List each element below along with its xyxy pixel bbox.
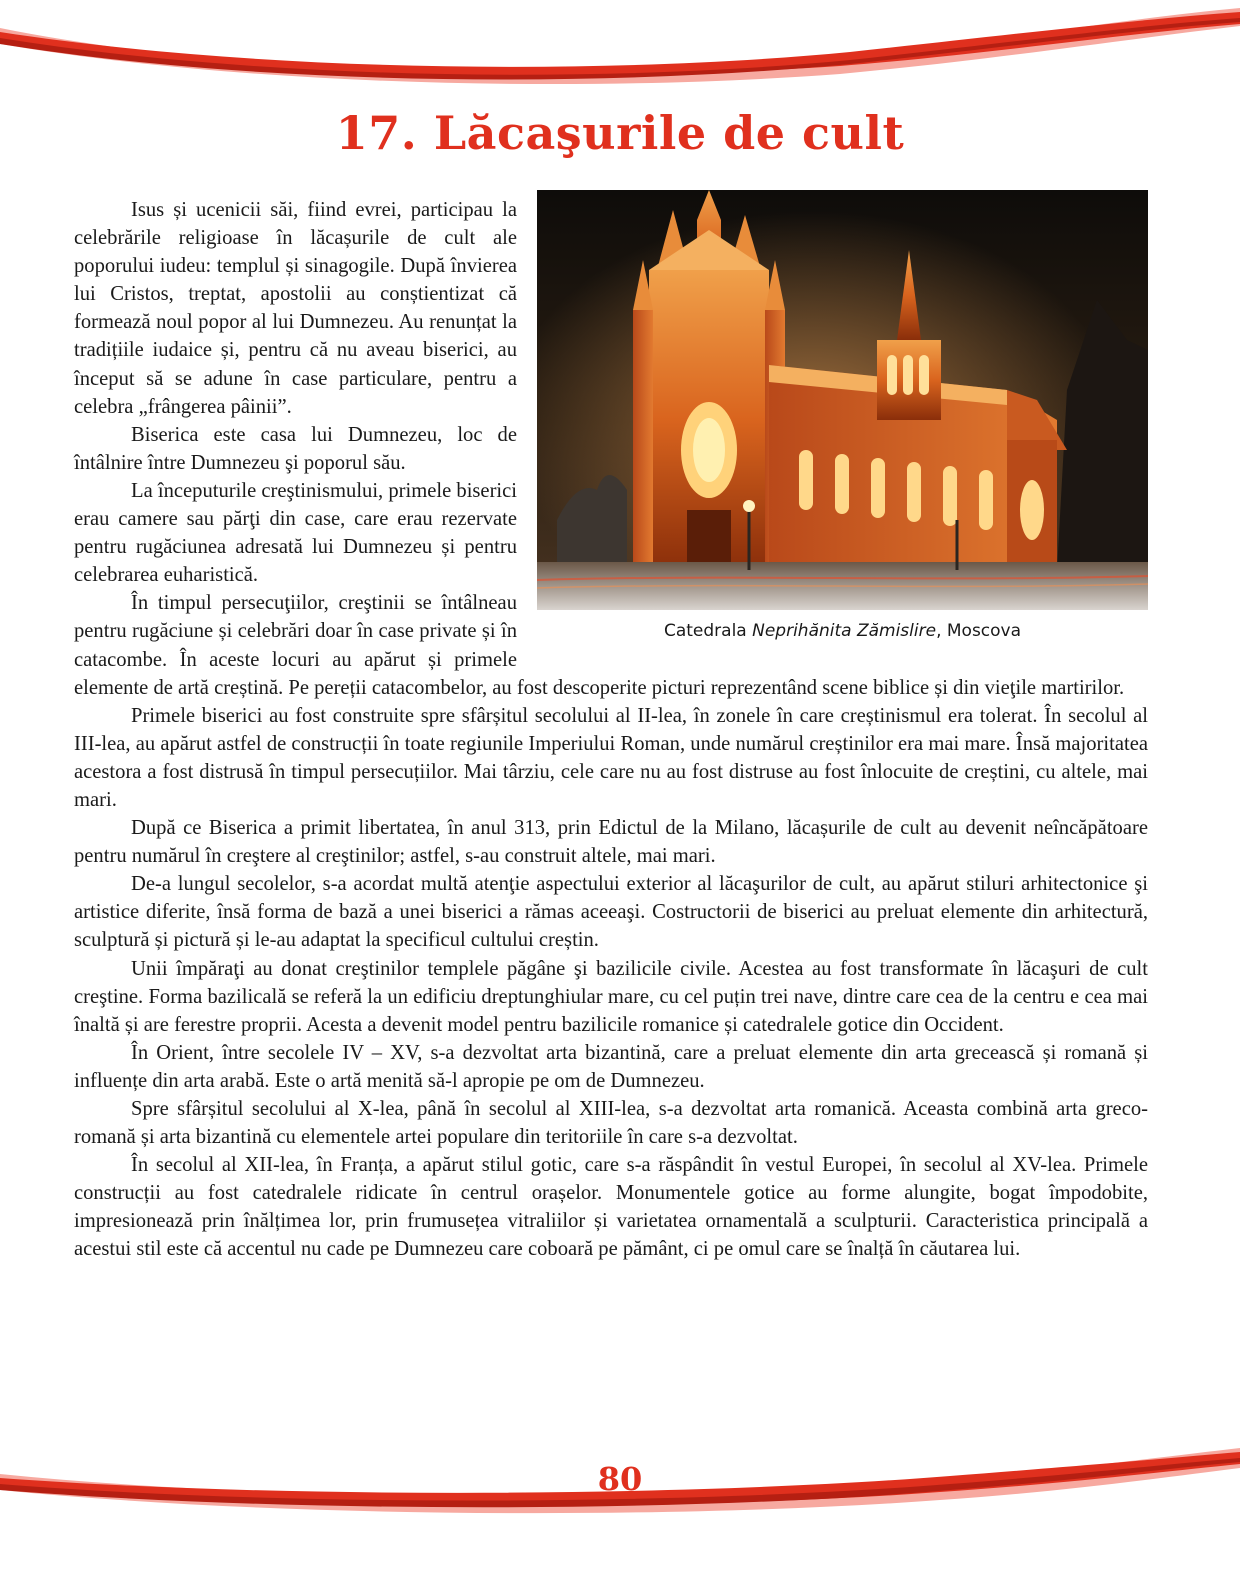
paragraph-6: După ce Biserica a primit libertatea, în anul 313, prin Edictul de la Milano, lăcașurile de cult au devenit neîncăpătoare pentru numărul în creştere al creştinilor; astfel, s-au construit altele, mai mari.	[74, 817, 1148, 868]
caption-italic: Neprihănita Zămislire	[752, 621, 937, 641]
top-decorative-wave	[0, 0, 1240, 90]
paragraph-8: Unii împăraţi au donat creştinilor templele păgâne şi bazilicile civile. Acestea au fost transformate în lăcaşuri de cult creştine. Forma bazilicală se referă la un edificiu dreptunghiular mare, cu cel puțin trei nave, dintre care cea de la centru e cea mai înaltă și are ferestre proprii. Acesta a devenit model pentru bazilicile romanice și catedralele gotice din Occident.	[74, 957, 1148, 1036]
paragraph-5: Primele biserici au fost construite spre sfârșitul secolului al II-lea, în zonele în care creștinismul era tolerat. În secolul al III-lea, au apărut astfel de construcții în toate regiunile Imperiului Roman, unde numărul creștinilor era mai mare. Însă majoritatea acestora a fost distrusă în timpul persecuțiilor. Mai târziu, cele care nu au fost distruse au fost înlocuite de creștini, cu altele, mai mari.	[74, 704, 1148, 811]
cathedral-photo	[537, 190, 1148, 610]
caption-prefix: Catedrala	[663, 621, 753, 641]
paragraph-4: În timpul persecuţiilor, creştinii se întâlneau pentru rugăciune și celebrări doar în case private și în catacombe. În aceste locuri au apărut și primele elemente de artă creștină. Pe pereții catacombelor, au fost descoperite picturi reprezentând scene biblice și din vieţile martirilor.	[74, 592, 1125, 699]
paragraph-2: Biserica este casa lui Dumnezeu, loc de întâlnire între Dumnezeu şi poporul său.	[74, 423, 517, 474]
paragraph-9: În Orient, între secolele IV – XV, s-a dezvoltat arta bizantină, care a preluat elemente din arta grecească și romană și influențe din arta arabă. Este o artă menită să-l apropie pe om de Dumnezeu.	[74, 1041, 1148, 1092]
figure-caption	[537, 620, 1148, 642]
page-number: 80	[597, 1460, 643, 1498]
paragraph-3: La începuturile creştinismului, primele biserici erau camere sau părţi din case, care erau rezervate pentru rugăciunea adresată lui Dumnezeu și pentru celebrarea euharistică.	[74, 479, 518, 587]
page-title: 17. Lăcaşurile de cult	[335, 106, 905, 160]
paragraph-1: Isus și ucenicii săi, fiind evrei, participau la celebrările religioase în lăcașurile de cult ale poporului iudeu: templul și sinagogile. După învierea lui Cristos, treptat, apostolii au conștientizat că formează noul popor al lui Dumnezeu. Au renunțat la tradițiile iudaice și, pentru că nu aveau biserici, au început să se adune în case particulare, pentru a celebra „frângerea pâinii”.	[74, 199, 517, 418]
cathedral-figure	[537, 190, 1148, 642]
caption-suffix: , Moscova	[936, 621, 1022, 641]
paragraph-10: Spre sfârșitul secolului al X-lea, până în secolul al XIII-lea, s-a dezvoltat arta romanică. Aceasta combină arta greco-romană și arta bizantină cu elementele artei populare din teritoriile în care s-a dezvoltat.	[74, 1098, 1148, 1149]
body-text	[74, 196, 1148, 1264]
paragraph-7: De-a lungul secolelor, s-a acordat multă atenţie aspectului exterior al lăcaşurilor de cult, au apărut stiluri arhitectonice şi artistice diferite, însă forma de bază a unei biserici a rămas aceeaşi. Costructorii de biserici au preluat elemente din arhitectură, sculptură și pictură și le-au adaptat la specificul cultului creștin.	[74, 873, 1148, 952]
paragraph-11: În secolul al XII-lea, în Franța, a apărut stilul gotic, care s-a răspândit în vestul Europei, în secolul al XV-lea. Primele construcții au fost catedralele ridicate în centrul orașelor. Monumentele gotice au forme alungite, bogat împodobite, impresionează prin înălțimea lor, prin frumusețea vitraliilor și varietatea ornamentală a sculpturii. Caracteristica principală a acestui stil este că accentul nu cade pe Dumnezeu care coboară pe pământ, ci pe omul care se înalță în căutarea lui.	[74, 1154, 1148, 1261]
